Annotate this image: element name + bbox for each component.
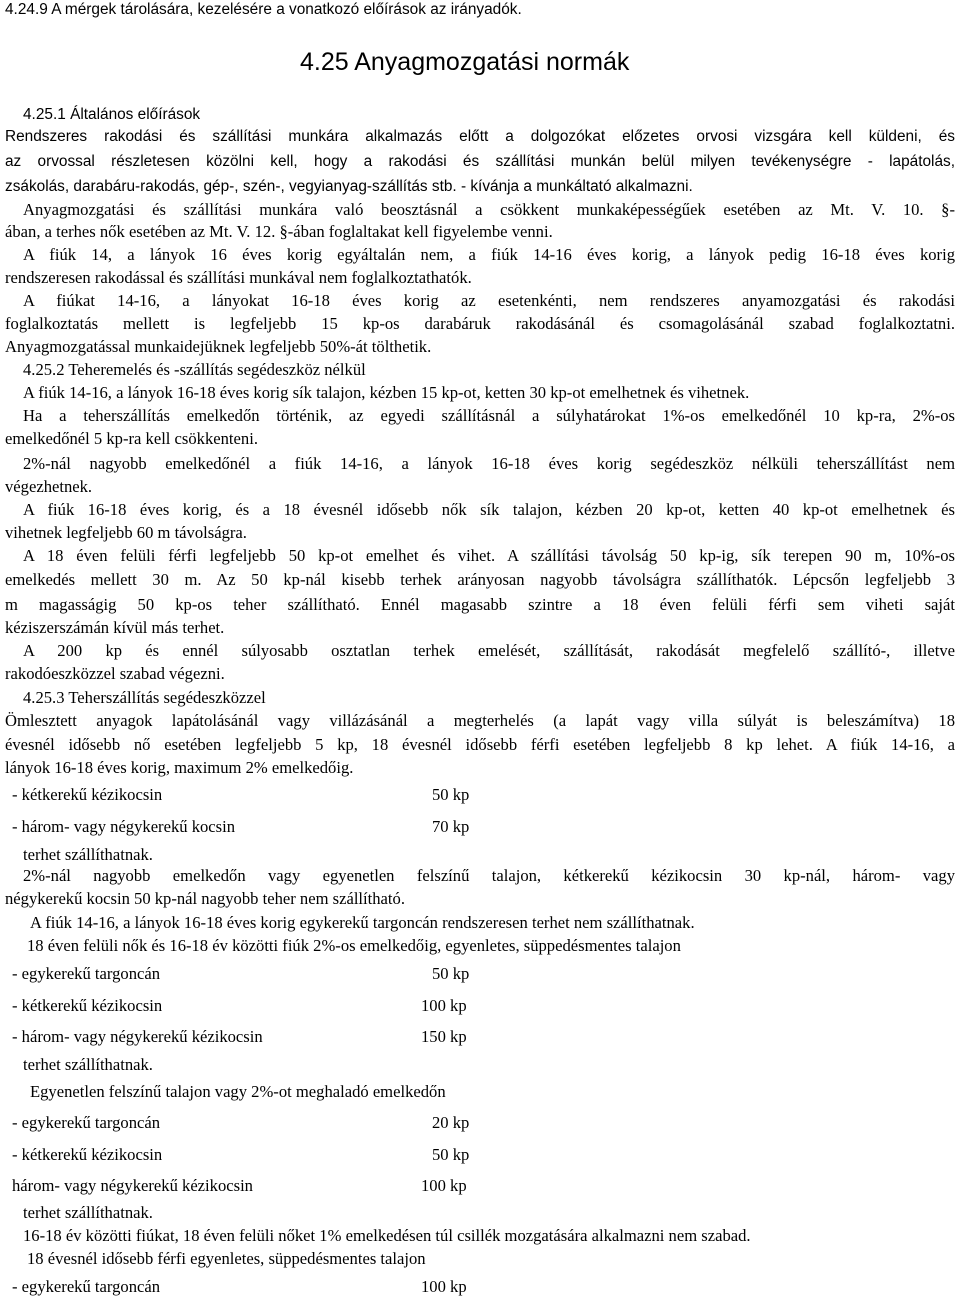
- paragraph-line: Ömlesztett anyagok lapátolásánál vagy villázásánál a megterhelés (a lapát vagy villa súlyát is beleszámítva) 18: [5, 711, 955, 730]
- paragraph-line: A 18 éven felüli férfi legfeljebb 50 kp-ot emelhet és vihet. A szállítási távolság 50 kp-ig, sík terepen 90 m, 10%-os: [23, 546, 955, 565]
- list-item-label: három- vagy négykerekű kézikocsin: [12, 1176, 253, 1195]
- paragraph-line: kéziszerszámán kívül más terhet.: [5, 618, 225, 637]
- list-item-value: 100 kp: [421, 996, 467, 1015]
- subsection-heading-4-25-1: 4.25.1 Általános előírások: [23, 106, 201, 123]
- list-item-label: - kétkerekű kézikocsin: [12, 996, 163, 1015]
- paragraph-line: A fiúk 14-16, a lányok 16-18 éves korig egykerekű targoncán rendszeresen terhet nem szállíthatnak.: [30, 913, 695, 932]
- paragraph-line: Egyenetlen felszínű talajon vagy 2%-ot meghaladó emelkedőn: [30, 1082, 446, 1101]
- paragraph-line: rakodóeszközzel szabad végezni.: [5, 664, 225, 683]
- list-item-value: 70 kp: [432, 817, 470, 836]
- section-title: 4.25 Anyagmozgatási normák: [300, 48, 630, 76]
- list-item-value: 150 kp: [421, 1027, 467, 1046]
- paragraph-line: Ha a teherszállítás emelkedőn történik, az egyedi szállításnál a súlyhatárokat 1%-os emelkedőnél 10 kp-ra, 2%-os: [23, 406, 955, 425]
- paragraph-line: négykerekű kocsin 50 kp-nál nagyobb teher nem szállítható.: [5, 889, 405, 908]
- list-item-value: 50 kp: [432, 1145, 470, 1164]
- paragraph-line: 18 éven felüli nők és 16-18 év közötti fiúk 2%-os emelkedőig, egyenletes, süppedésmentes talajon: [27, 936, 681, 955]
- list-item-label: - kétkerekű kézikocsin: [12, 785, 163, 804]
- list-item-label: - egykerekű targoncán: [12, 1277, 161, 1296]
- paragraph-line: Anyagmozgatással munkaidejüknek legfeljebb 50%-át tölthetik.: [5, 337, 432, 356]
- list-item-value: 100 kp: [421, 1277, 467, 1296]
- list-item-value: 100 kp: [421, 1176, 467, 1195]
- paragraph-line: évesnél idősebb nő esetében legfeljebb 5 kp, 18 évesnél idősebb férfi esetében legfeljebb 8 kp lehet. A fiúk 14-16, a: [5, 735, 955, 754]
- list-item-value: 20 kp: [432, 1113, 470, 1132]
- subsection-heading-4-25-2: 4.25.2 Teheremelés és -szállítás segédeszköz nélkül: [23, 360, 366, 379]
- list-footer: terhet szállíthatnak.: [23, 1055, 153, 1074]
- paragraph-line: ában, a terhes nők esetében az Mt. V. 12. §-ában foglaltakat kell figyelembe venni.: [5, 222, 553, 241]
- paragraph-line: Rendszeres rakodási és szállítási munkára alkalmazás előtt a dolgozókat előzetes orvosi vizsgára kell küldeni, és: [5, 128, 955, 145]
- list-item-label: - kétkerekű kézikocsin: [12, 1145, 163, 1164]
- paragraph-line: A fiúk 14, a lányok 16 éves korig egyáltalán nem, a fiúk 14-16 éves korig, a lányok pedig 16-18 éves korig: [23, 245, 955, 264]
- paragraph-line: A 200 kp és ennél súlyosabb osztatlan terhek emelését, szállítását, rakodását megfelelő szállító-, illetve: [23, 641, 955, 660]
- paragraph-line: rendszeresen rakodással és szállítási munkával nem foglalkoztathatók.: [5, 268, 472, 287]
- paragraph-line: zsákolás, darabáru-rakodás, gép-, szén-, vegyianyag-szállítás stb. - kívánja a munkáltató alkalmazni.: [5, 178, 693, 195]
- paragraph-line: A fiúk 14-16, a lányok 16-18 éves korig sík talajon, kézben 15 kp-ot, ketten 30 kp-ot emelhetnek és vihetnek.: [23, 383, 750, 402]
- paragraph-line: Anyagmozgatási és szállítási munkára való beosztásnál a csökkent munkaképességűek esetében az Mt. V. 10. §-: [23, 200, 955, 219]
- paragraph-line: az orvossal részletesen közölni kell, hogy a rakodási és szállítási munkán belül milyen tevékenységre - lapátolás,: [5, 153, 955, 170]
- paragraph-line: 2%-nál nagyobb emelkedőn vagy egyenetlen felszínű talajon, kétkerekű kézikocsin 30 kp-nál, három- vagy: [23, 866, 955, 885]
- paragraph-line: 18 évesnél idősebb férfi egyenletes, süppedésmentes talajon: [27, 1249, 426, 1268]
- list-item-value: 50 kp: [432, 785, 470, 804]
- paragraph-line: emelkedés mellett 30 m. Az 50 kp-nál kisebb terhek arányosan nagyobb távolságra szállíthatók. Lépcsőn legfeljebb 3: [5, 570, 955, 589]
- list-item-label: - egykerekű targoncán: [12, 1113, 161, 1132]
- paragraph-line: 16-18 év közötti fiúkat, 18 éven felüli nőket 1% emelkedésen túl csillék mozgatására alkalmazni nem szabad.: [23, 1226, 751, 1245]
- paragraph-line: A fiúkat 14-16, a lányokat 16-18 éves korig az esetenkénti, nem rendszeres anyamozgatási és rakodási: [23, 291, 955, 310]
- top-heading: 4.24.9 A mérgek tárolására, kezelésére a vonatkozó előírások az irányadók.: [5, 1, 522, 18]
- subsection-heading-4-25-3: 4.25.3 Teherszállítás segédeszközzel: [23, 688, 266, 707]
- paragraph-line: vihetnek legfeljebb 60 m távolságra.: [5, 523, 247, 542]
- paragraph-line: 2%-nál nagyobb emelkedőnél a fiúk 14-16, a lányok 16-18 éves korig segédeszköz nélküli teherszállítást nem: [23, 454, 955, 473]
- list-item-label: - egykerekű targoncán: [12, 964, 161, 983]
- list-item-value: 50 kp: [432, 964, 470, 983]
- list-footer: terhet szállíthatnak.: [23, 1203, 153, 1222]
- list-item-label: - három- vagy négykerekű kocsin: [12, 817, 236, 836]
- list-footer: terhet szállíthatnak.: [23, 845, 153, 864]
- paragraph-line: foglalkoztatás mellett is legfeljebb 15 kp-os darabáruk rakodásánál és csomagolásánál szabad foglalkoztatni.: [5, 314, 955, 333]
- list-item-label: - három- vagy négykerekű kézikocsin: [12, 1027, 263, 1046]
- paragraph-line: végezhetnek.: [5, 477, 93, 496]
- paragraph-line: lányok 16-18 éves korig, maximum 2% emelkedőig.: [5, 758, 354, 777]
- paragraph-line: m magasságig 50 kp-os teher szállítható. Ennél magasabb szintre a 18 éven felüli férfi sem viheti saját: [5, 595, 955, 614]
- paragraph-line: A fiúk 16-18 éves korig, és a 18 évesnél idősebb nők sík talajon, kézben 20 kp-ot, ketten 40 kp-ot emelhetnek és: [23, 500, 955, 519]
- paragraph-line: emelkedőnél 5 kp-ra kell csökkenteni.: [5, 429, 258, 448]
